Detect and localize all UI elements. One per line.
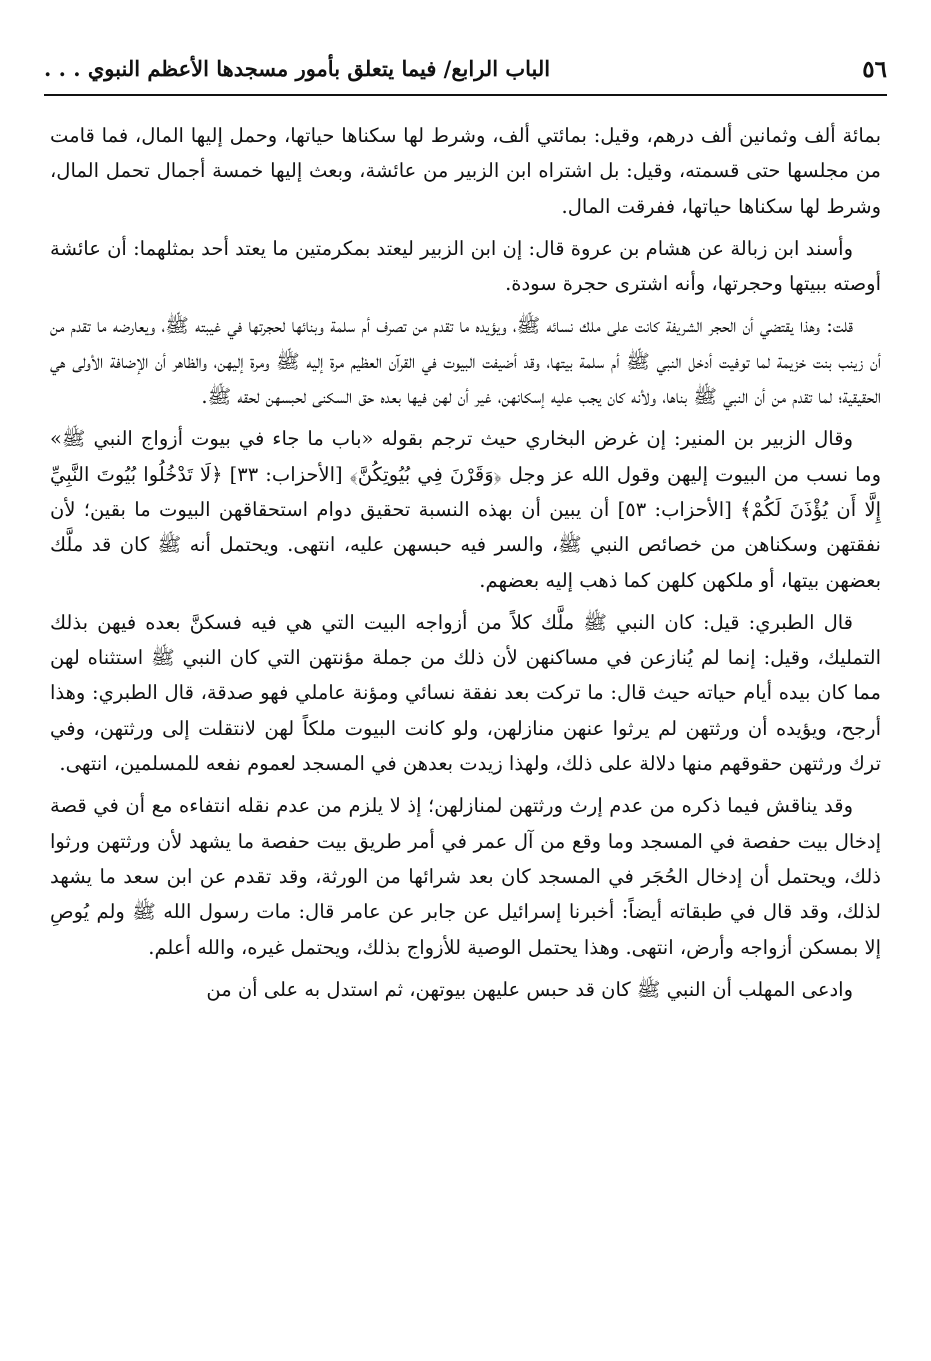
body-text [50,118,881,1014]
paragraph: وقد يناقش فيما ذكره من عدم إرث ورثتهن لمنازلهن؛ إذ لا يلزم من عدم نقله انتفاءه مع أن في قصة إدخال بيت حفصة في المسجد وما وقع من آل عمر في أمر طريق بيت حفصة ما يشهد لأن ورثتهن ورثوا ذلك، ويحتمل أن إدخال الحُجَر في المسجد كان بعد شرائها من الورثة، وقد تقدم عن ابن سعد ما يشهد لذلك، وقد قال في طبقاته أيضاً: أخبرنا إسرائيل عن جابر عن عامر قال: مات رسول الله ﷺ ولم يُوصِ إلا بمسكن أزواجه وأرض، انتهى. وهذا يحتمل الوصية للأزواج بذلك، ويحتمل غيره، والله أعلم. [50,794,881,959]
paragraph: قلت: وهذا يقتضي أن الحجر الشريفة كانت على ملك نسائه ﷺ، ويؤيده ما تقدم من تصرف أم سلمة وبنائها لحجرتها في غيبته ﷺ، ويعارضه ما تقدم من أن زينب بنت خزيمة لما توفيت أدخل النبي ﷺ أم سلمة بيتها، وقد أضيفت البيوت في القرآن العظيم مرة إليه ﷺ ومرة إليهن، والظاهر أن الإضافة الأولى هي الحقيقية؛ لما تقدم من أن النبي ﷺ بناها، ولأنه كان يجب عليه إسكانهن، غير أن لهن فيها بعده حق السكنى لحبسهن لحقه ﷺ. [50,314,881,409]
running-header [44,56,887,94]
paragraph: بمائة ألف وثمانين ألف درهم، وقيل: بمائتي ألف، وشرط لها سكناها حياتها، وحمل إليها المال، فما قامت من مجلسها حتى قسمته، وقيل: بل اشتراه ابن الزبير من عائشة، وبعث إليها خمسة أجمال تحمل المال، وشرط لها سكناها حياتها، ففرقت المال. [50,124,881,218]
header-divider [44,94,887,96]
chapter-title: الباب الرابع/ فيما يتعلق بأمور مسجدها الأعظم النبوي . . . [44,56,551,81]
paragraph: وأسند ابن زبالة عن هشام بن عروة قال: إن ابن الزبير ليعتد بمكرمتين ما يعتد أحد بمثلهما: أن عائشة أوصته ببيتها وحجرتها، وأنه اشترى حجرة سودة. [50,236,881,296]
paragraph: قال الطبري: قيل: كان النبي ﷺ ملَّك كلاً من أزواجه البيت التي هي فيه فسكنَّ بعده فيهن بذلك التمليك، وقيل: إنما لم يُنازعن في مساكنهن لأن ذلك من جملة مؤنتهن التي كان النبي ﷺ استثناه لهن مما كان بيده أيام حياته حيث قال: ما تركت بعد نفقة نسائي ومؤنة عاملي فهو صدقة، قال الطبري: وهذا أرجح، ويؤيده أن ورثتهن لم يرثوا عنهن منازلهن، ولو كانت البيوت ملكاً لهن لانتقلت إلى ورثتهن، وفي ترك ورثتهن حقوقهم منها دلالة على ذلك، ولهذا زيدت بعدهن في المسجد لعموم نفعه للمسلمين، انتهى. [50,610,881,776]
page-number: ٥٦ [862,56,887,83]
paragraph: وقال الزبير بن المنير: إن غرض البخاري حيث ترجم بقوله «باب ما جاء في بيوت أزواج النبي ﷺ» وما نسب من البيوت إليهن وقول الله عز وجل ﴿وَقَرْنَ فِي بُيُوتِكُنَّ﴾ [الأحزاب: ٣٣] ﴿لَا تَدْخُلُوا بُيُوتَ النَّبِيِّ إِلَّا أَن يُؤْذَنَ لَكُمْ﴾ [الأحزاب: ٥٣] أن يبين أن بهذه النسبة تحقيق دوام استحقاقهن البيوت ما بقين؛ لأن نفقتهن وسكناهن من خصائص النبي ﷺ، والسر فيه حبسهن عليه، انتهى. ويحتمل أنه ﷺ كان قد ملَّك بعضهن بيتها، أو ملكهن كلهن كما ذهب إليه بعضهم. [50,427,881,592]
paragraph: وادعى المهلب أن النبي ﷺ كان قد حبس عليهن بيوتهن، ثم استدل به على أن من [206,977,853,1001]
